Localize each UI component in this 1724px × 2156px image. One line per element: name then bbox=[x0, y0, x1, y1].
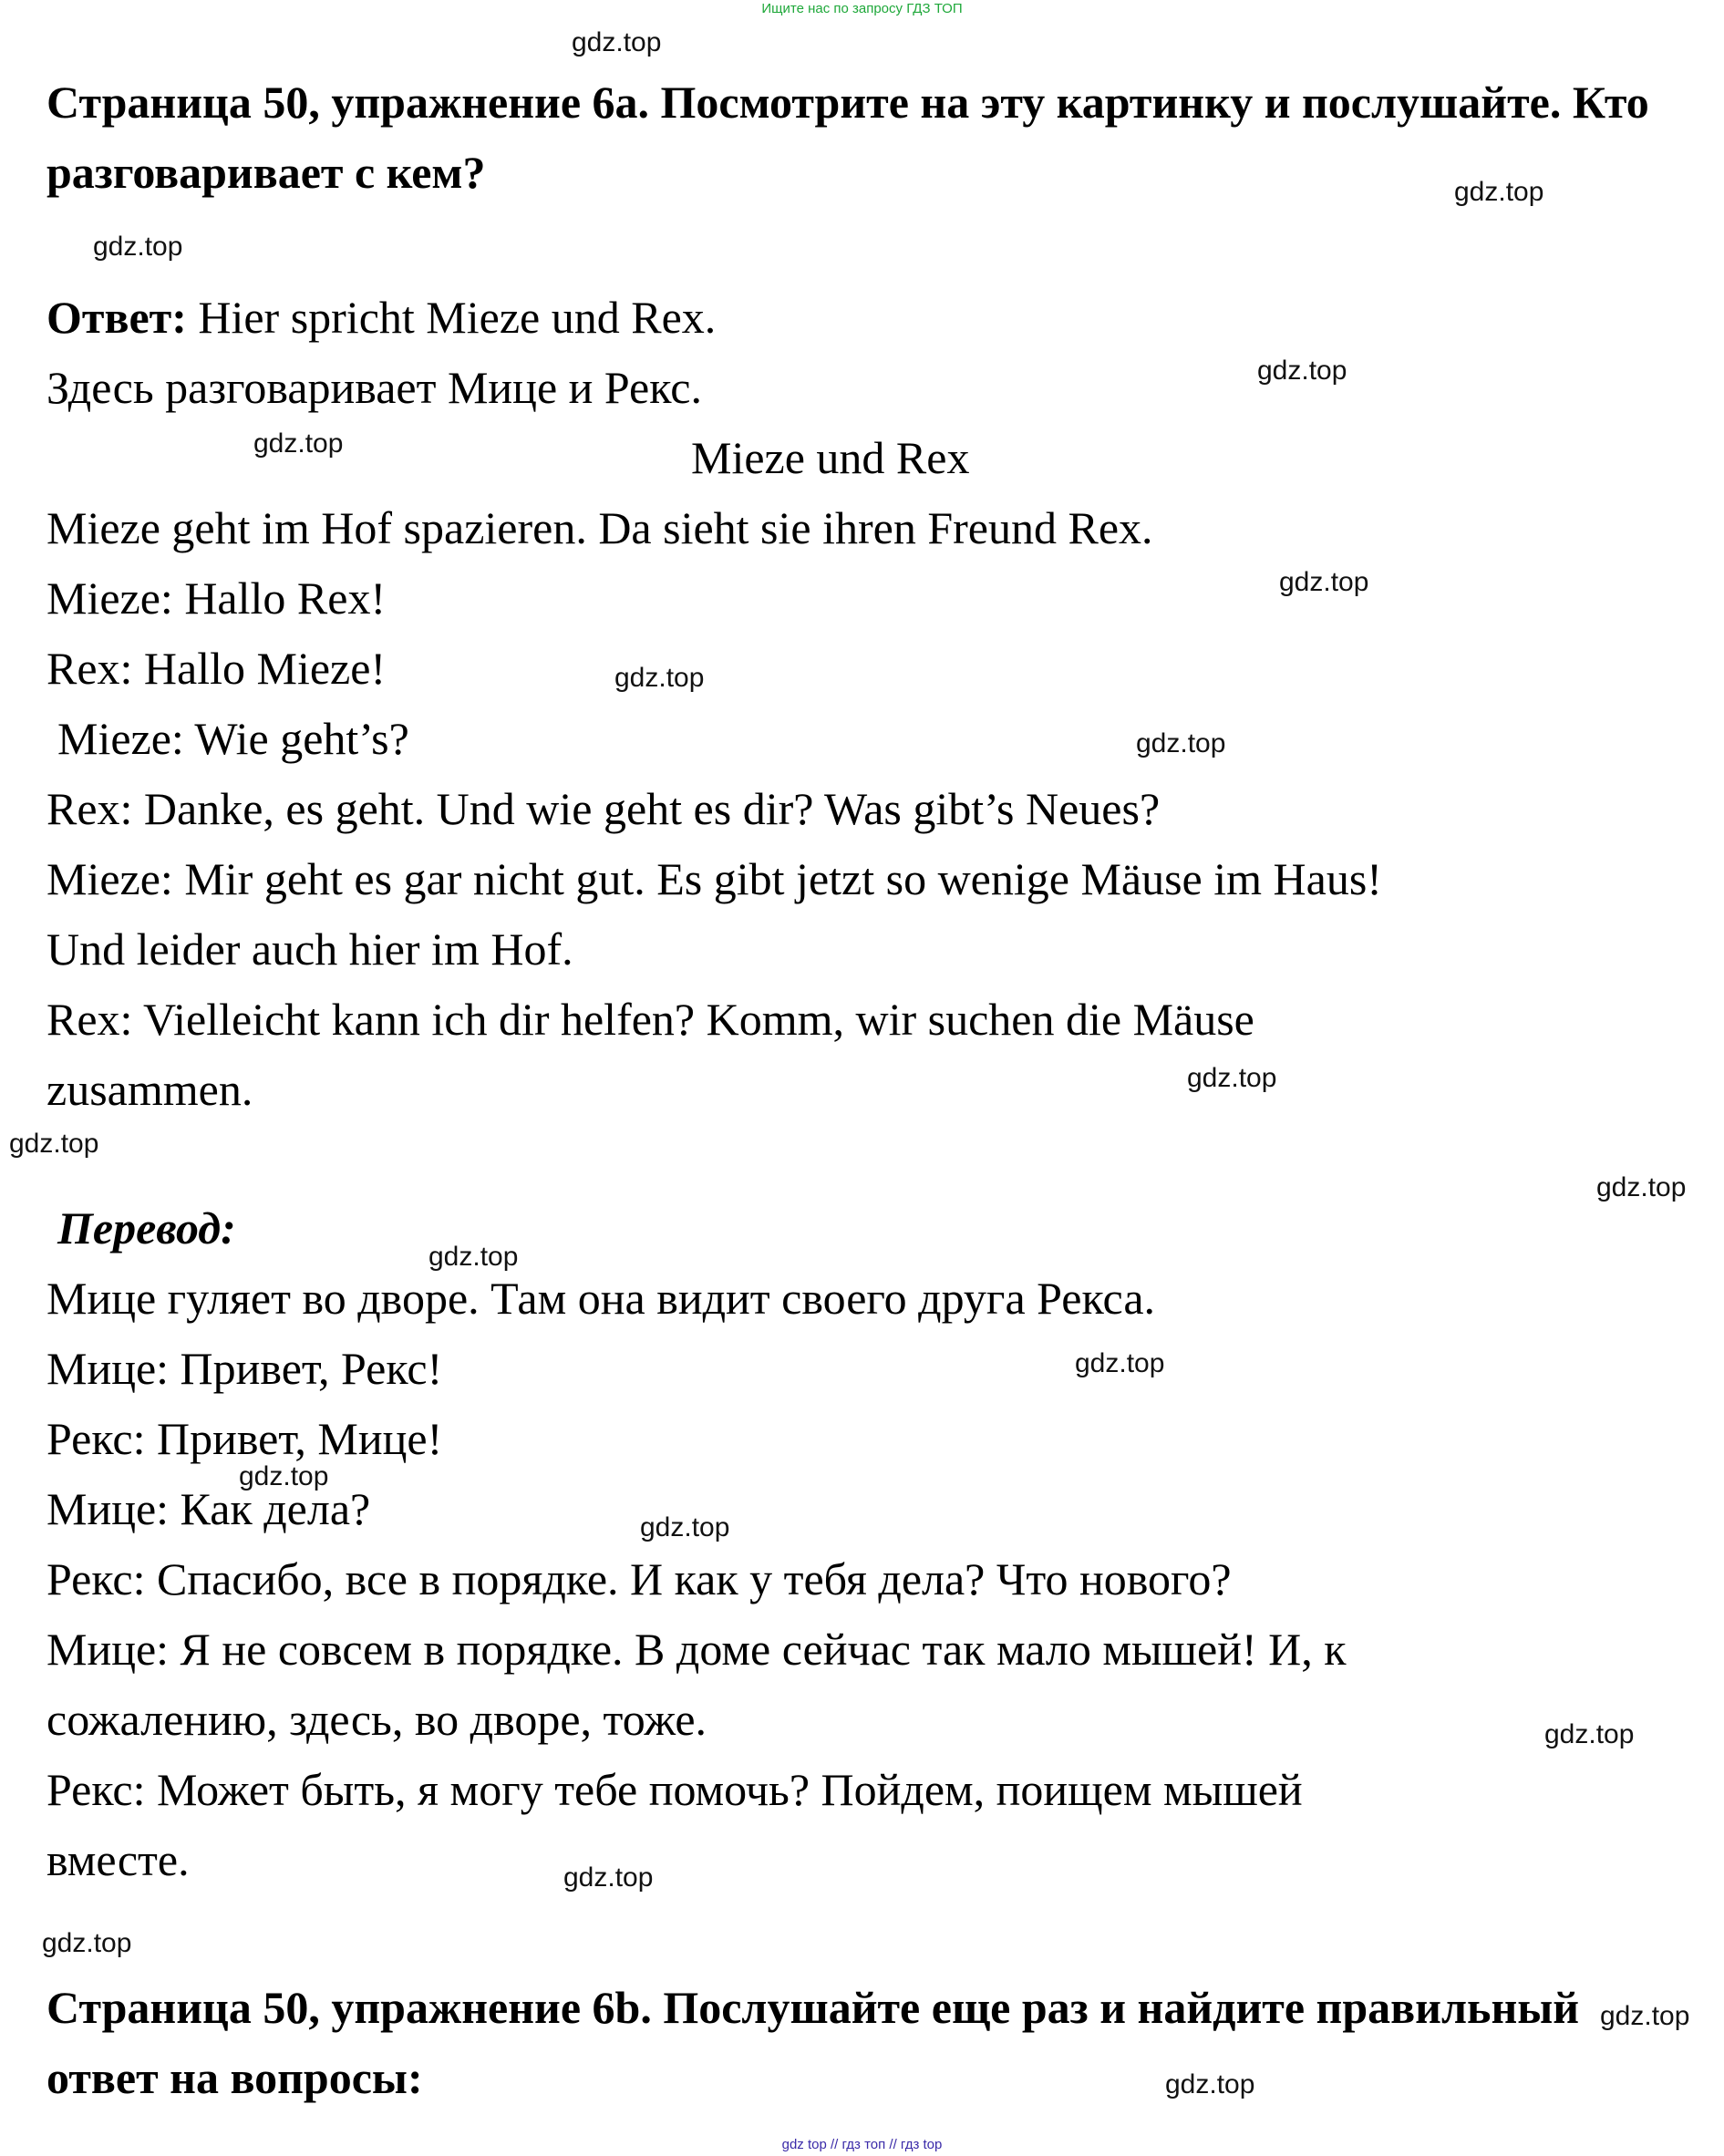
dialogue-line: zusammen. bbox=[46, 1064, 253, 1115]
watermark: gdz.top bbox=[1596, 1172, 1687, 1202]
watermark: gdz.top bbox=[1600, 2001, 1690, 2031]
watermark: gdz.top bbox=[42, 1928, 132, 1958]
dialogue-line: Rex: Danke, es geht. Und wie geht es dir? Was gibt’s Neues? bbox=[46, 783, 1161, 834]
watermark: gdz.top bbox=[1544, 1719, 1635, 1749]
watermark: gdz.top bbox=[239, 1461, 329, 1491]
watermark: gdz.top bbox=[93, 232, 183, 262]
watermark: gdz.top bbox=[640, 1512, 730, 1542]
watermark: gdz.top bbox=[1075, 1348, 1165, 1378]
watermark: gdz.top bbox=[253, 428, 344, 459]
dialogue-line: Mieze: Wie geht’s? bbox=[57, 713, 409, 764]
text-line: Mieze geht im Hof spazieren. Da sieht sie ihren Freund Rex. bbox=[46, 502, 1153, 553]
translation-line: Мице гуляет во дворе. Там она видит своего друга Рекса. bbox=[46, 1273, 1156, 1324]
answer-text: Hier spricht Mieze und Rex. bbox=[186, 292, 717, 343]
dialogue-line: Mieze: Mir geht es gar nicht gut. Es gibt jetzt so wenige Mäuse im Haus! bbox=[46, 853, 1382, 904]
translation-line: Мице: Привет, Рекс! bbox=[46, 1343, 443, 1394]
translation-line: Мице: Я не совсем в порядке. В доме сейчас так мало мышей! И, к bbox=[46, 1624, 1347, 1675]
translation-line: вместе. bbox=[46, 1834, 190, 1885]
watermark: gdz.top bbox=[1257, 356, 1347, 386]
watermark: gdz.top bbox=[614, 663, 705, 693]
text-line: Здесь разговаривает Мице и Рекс. bbox=[46, 362, 702, 413]
translation-label: Перевод: bbox=[57, 1202, 236, 1253]
watermark: gdz.top bbox=[428, 1242, 519, 1272]
dialogue-line: Rex: Vielleicht kann ich dir helfen? Komm, wir suchen die Mäuse bbox=[46, 994, 1254, 1045]
dialogue-line: Mieze: Hallo Rex! bbox=[46, 573, 387, 624]
watermark: gdz.top bbox=[1165, 2069, 1255, 2099]
watermark: gdz.top bbox=[572, 27, 662, 57]
exercise-heading-6a: Страница 50, упражнение 6a. Посмотрите на эту картинку и послушайте. Кто разговаривает с кем? bbox=[46, 77, 1649, 198]
dialogue-line: Rex: Hallo Mieze! bbox=[46, 643, 387, 694]
translation-line: Мице: Как дела? bbox=[46, 1483, 371, 1534]
translation-line: Рекс: Спасибо, все в порядке. И как у тебя дела? Что нового? bbox=[46, 1553, 1232, 1604]
translation-line: Рекс: Привет, Мице! bbox=[46, 1413, 443, 1464]
watermark: gdz.top bbox=[1454, 177, 1544, 207]
watermark: gdz.top bbox=[563, 1862, 654, 1893]
exercise-heading-6b: Страница 50, упражнение 6b. Послушайте еще раз и найдите правильный ответ на вопросы: bbox=[46, 1982, 1580, 2103]
dialogue-line: Und leider auch hier im Hof. bbox=[46, 923, 573, 975]
story-title: Mieze und Rex bbox=[691, 432, 970, 483]
top-banner[interactable]: Ищите нас по запросу ГДЗ ТОП bbox=[761, 1, 963, 16]
bottom-banner[interactable]: gdz top // гдз топ // гдз top bbox=[781, 2137, 943, 2152]
watermark: gdz.top bbox=[1279, 567, 1369, 597]
watermark: gdz.top bbox=[1136, 728, 1226, 758]
watermark: gdz.top bbox=[9, 1129, 99, 1159]
translation-line: сожалению, здесь, во дворе, тоже. bbox=[46, 1694, 707, 1745]
translation-line: Рекс: Может быть, я могу тебе помочь? Пойдем, поищем мышей bbox=[46, 1764, 1303, 1815]
answer-label: Ответ: bbox=[46, 292, 187, 343]
answer-line bbox=[46, 290, 716, 345]
watermark: gdz.top bbox=[1187, 1063, 1277, 1093]
